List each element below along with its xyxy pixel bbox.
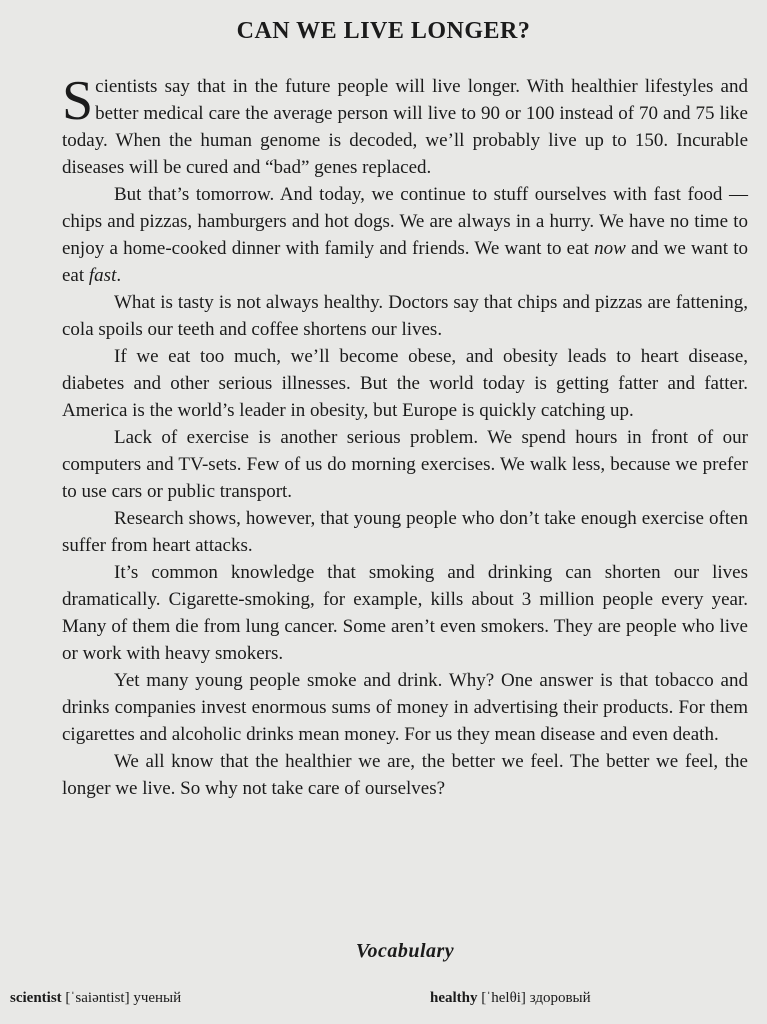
paragraph-4: If we eat too much, we’ll become obese, and obesity leads to heart disease, diabetes and other serious illnesses. But the world today is getting fatter and fatter. America is the world’s leader in obesity, but Europe is quickly catching up. (62, 346, 748, 421)
article-body (62, 70, 748, 802)
paragraph-5: Lack of exercise is another serious problem. We spend hours in front of our computers and TV-sets. Few of us do morning exercises. We walk less, because we prefer to use cars or public transport. (62, 427, 748, 502)
paragraph-1 (62, 70, 748, 181)
vocabulary-translation: ученый (133, 990, 182, 1006)
vocabulary-transcription: [ˈhelθi] (481, 990, 526, 1006)
paragraph-9: We all know that the healthier we are, the better we feel. The better we feel, the longer we live. So why not take care of ourselves? (62, 751, 748, 799)
paragraph-8: Yet many young people smoke and drink. Why? One answer is that tobacco and drinks companies invest enormous sums of money in advertising their products. For them cigarettes and alcoholic drinks mean money. For us they mean disease and even death. (62, 670, 748, 745)
paragraph-1-text: cientists say that in the future people will live longer. With healthier lifestyles and better medical care the average person will live to 90 or 100 instead of 70 and 75 like today. When the human genome is decoded, we’ll probably live up to 150. Incurable diseases will be cured and “bad” genes replaced. (62, 76, 748, 178)
paragraph-2-text-a: But that’s tomorrow. And today, we continue to stuff ourselves with fast food — chips and pizzas, hamburgers and hot dogs. We are always in a hurry. We have no time to enjoy a home-cooked dinner with family and friends. We want to eat (62, 184, 748, 259)
vocabulary-heading: Vocabulary (355, 940, 455, 962)
vocabulary-word: scientist (10, 990, 62, 1006)
emphasis-fast: fast (88, 265, 117, 286)
paragraph-3: What is tasty is not always healthy. Doctors say that chips and pizzas are fattening, cola spoils our teeth and coffee shortens our lives. (62, 292, 748, 340)
vocabulary-word: healthy (430, 990, 478, 1006)
vocabulary-entry (430, 990, 591, 1007)
vocabulary-entry (10, 990, 181, 1007)
vocabulary-translation: здоровый (529, 990, 591, 1006)
paragraph-2-text-b: and we want to eat (62, 238, 748, 286)
paragraph-6: Research shows, however, that young people who don’t take enough exercise often suffer from heart attacks. (62, 508, 748, 556)
vocabulary-transcription: [ˈsaiəntist] (65, 990, 130, 1006)
paragraph-2-text-end: . (116, 265, 122, 286)
emphasis-now: now (594, 238, 626, 259)
drop-cap: S (62, 70, 94, 132)
page-title: CAN WE LIVE LONGER? (236, 18, 531, 44)
paragraph-2 (62, 181, 748, 289)
paragraph-7: It’s common knowledge that smoking and drinking can shorten our lives dramatically. Cigarette-smoking, for example, kills about 3 million people every year. Many of them die from lung cancer. Some aren’t even smokers. They are people who live or work with heavy smokers. (62, 562, 748, 664)
